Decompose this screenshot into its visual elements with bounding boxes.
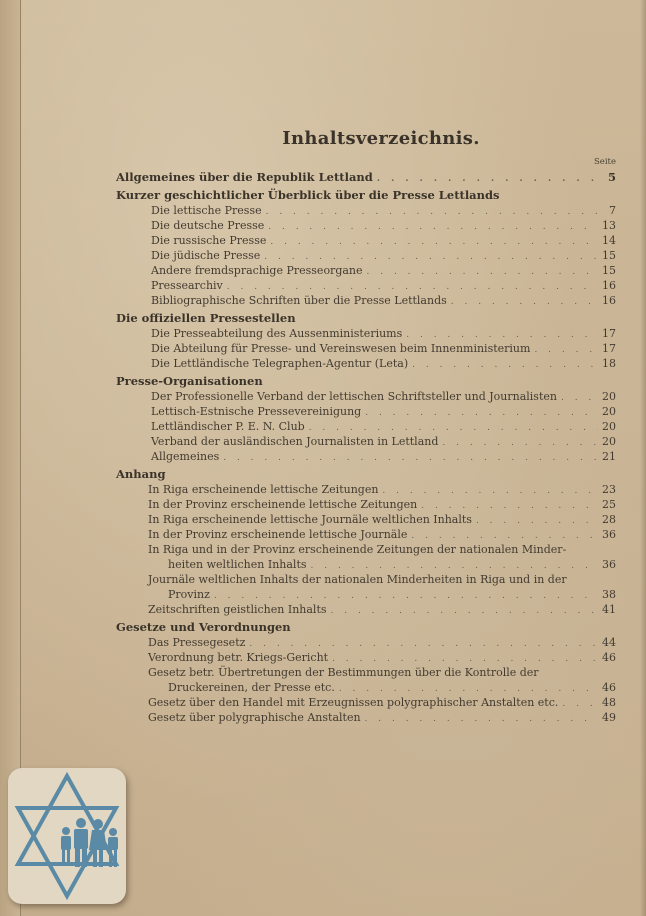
page-number: 16 (602, 279, 616, 292)
star-of-david-family-icon (8, 768, 126, 904)
entry-label: Pressearchiv (151, 279, 223, 292)
entry-label: Der Professionelle Verband der lettischen Schriftsteller und Journalisten (151, 390, 557, 403)
page-number: 21 (602, 450, 616, 463)
entry-label: Gesetz über den Handel mit Erzeugnissen polygraphischer Anstalten etc. (148, 696, 559, 709)
toc-entry (116, 341, 616, 356)
section-heading-label: Allgemeines über die Republik Lettland (116, 170, 373, 184)
page-number: 44 (602, 636, 616, 649)
page-column-header: Seite (593, 157, 616, 167)
dot-leader (223, 451, 598, 466)
dot-leader (367, 265, 598, 280)
page-number: 20 (602, 435, 616, 448)
entry-label: Lettisch-Estnische Pressevereinigung (151, 405, 362, 418)
entry-label: Gesetz über polygraphische Anstalten (148, 711, 361, 724)
toc-entry (116, 404, 616, 419)
entry-label: In der Provinz erscheinende lettische Zeitungen (148, 498, 418, 511)
page-number: 20 (602, 390, 616, 403)
dot-leader (412, 358, 598, 373)
toc-section (116, 620, 616, 725)
page-number: 17 (602, 342, 616, 355)
page-number: 18 (602, 357, 616, 370)
entry-label-continuation: heiten weltlichen Inhalts (168, 558, 307, 571)
dot-leader (365, 712, 598, 727)
dot-leader (442, 436, 598, 451)
entry-label: Die russische Presse (151, 234, 267, 247)
entry-label: Bibliographische Schriften über die Presse Lettlands (151, 294, 447, 307)
toc-entry (116, 434, 616, 449)
section-heading (116, 188, 616, 203)
toc-entry (116, 542, 616, 557)
page-number: 25 (602, 498, 616, 511)
page-number: 7 (609, 204, 616, 217)
dot-leader (561, 391, 598, 406)
section-heading (116, 311, 616, 326)
toc-entry (116, 326, 616, 341)
entry-label: Allgemeines (151, 450, 220, 463)
page-number: 14 (602, 234, 616, 247)
page-number: 15 (602, 249, 616, 262)
page-right-edge (640, 0, 646, 916)
toc-entry (116, 482, 616, 497)
entry-label: Das Pressegesetz (148, 636, 246, 649)
toc-entry (116, 695, 616, 710)
toc-entry (116, 635, 616, 650)
entry-label: In Riga und in der Provinz erscheinende Zeitungen der nationalen Minder- (148, 543, 567, 556)
entry-label: In der Provinz erscheinende lettische Journäle (148, 528, 408, 541)
toc-entry-continuation (116, 557, 616, 572)
toc-entry (116, 263, 616, 278)
entry-label: Verordnung betr. Kriegs-Gericht (148, 651, 329, 664)
toc-entry (116, 356, 616, 371)
page-number: 5 (607, 170, 616, 184)
toc-entry (116, 293, 616, 308)
toc-entry (116, 389, 616, 404)
page-number: 38 (602, 588, 616, 601)
page-number: 17 (602, 327, 616, 340)
toc-entry (116, 650, 616, 665)
toc-entry (116, 449, 616, 464)
dot-leader (266, 205, 598, 220)
section-heading-label: Gesetze und Verordnungen (116, 620, 291, 634)
dot-leader (534, 343, 598, 358)
page-number: 16 (602, 294, 616, 307)
entry-label: Journäle weltlichen Inhalts der nationalen Minderheiten in Riga und in der (148, 573, 567, 586)
entry-label: Gesetz betr. Übertretungen der Bestimmungen über die Kontrolle der (148, 666, 539, 679)
section-heading (116, 170, 616, 185)
entry-label: Die Presseabteilung des Aussenministeriums (151, 327, 403, 340)
page-number: 23 (602, 483, 616, 496)
section-heading-label: Presse-Organisationen (116, 374, 263, 388)
toc-entry (116, 233, 616, 248)
entry-label: Die lettische Presse (151, 204, 262, 217)
toc-entry (116, 248, 616, 263)
toc-entry (116, 602, 616, 617)
dot-leader (451, 295, 598, 310)
page-number: 20 (602, 405, 616, 418)
entry-label-continuation: Druckereinen, der Presse etc. (168, 681, 335, 694)
page-number: 49 (602, 711, 616, 724)
section-heading (116, 620, 616, 635)
section-heading-label: Anhang (116, 467, 166, 481)
toc-entry (116, 497, 616, 512)
toc-entry (116, 665, 616, 680)
entry-label: In Riga erscheinende lettische Zeitungen (148, 483, 379, 496)
toc-entry (116, 572, 616, 587)
watermark-logo (8, 768, 126, 904)
page-number: 41 (602, 603, 616, 616)
toc-section (116, 467, 616, 617)
dot-leader (377, 172, 598, 187)
dot-leader (562, 697, 598, 712)
entry-label: Die Abteilung für Presse- und Vereinswesen beim Innenministerium (151, 342, 531, 355)
toc-entry-continuation (116, 680, 616, 695)
toc-entry (116, 527, 616, 542)
dot-leader (365, 406, 598, 421)
toc-section (116, 311, 616, 371)
toc-entry (116, 278, 616, 293)
toc-body (116, 170, 616, 725)
dot-leader (331, 604, 598, 619)
dot-leader (270, 235, 598, 250)
entry-label: Verband der ausländischen Journalisten in Lettland (151, 435, 439, 448)
dot-leader (268, 220, 598, 235)
toc-entry (116, 512, 616, 527)
entry-label: Lettländischer P. E. N. Club (151, 420, 305, 433)
page-number: 46 (602, 681, 616, 694)
page-number: 36 (602, 528, 616, 541)
section-heading-label: Die offiziellen Pressestellen (116, 311, 296, 325)
toc-section (116, 188, 616, 308)
toc-entry (116, 203, 616, 218)
page-number: 46 (602, 651, 616, 664)
page-number: 15 (602, 264, 616, 277)
section-heading (116, 374, 616, 389)
toc-title: Inhaltsverzeichnis. (282, 128, 480, 149)
entry-label: Andere fremdsprachige Presseorgane (151, 264, 363, 277)
toc-section (116, 374, 616, 464)
page-number: 48 (602, 696, 616, 709)
toc-section (116, 170, 616, 185)
table-of-contents (116, 128, 616, 725)
section-heading-label: Kurzer geschichtlicher Überblick über die Presse Lettlands (116, 188, 500, 202)
toc-entry (116, 419, 616, 434)
entry-label: Die Lettländische Telegraphen-Agentur (Leta) (151, 357, 409, 370)
toc-entry (116, 218, 616, 233)
entry-label: In Riga erscheinende lettische Journäle weltlichen Inhalts (148, 513, 472, 526)
page-number: 20 (602, 420, 616, 433)
entry-label: Die jüdische Presse (151, 249, 261, 262)
entry-label-continuation: Provinz (168, 588, 210, 601)
page-number: 13 (602, 219, 616, 232)
dot-leader (476, 514, 598, 529)
entry-label: Die deutsche Presse (151, 219, 265, 232)
page-number: 36 (602, 558, 616, 571)
toc-entry-continuation (116, 587, 616, 602)
entry-label: Zeitschriften geistlichen Inhalts (148, 603, 327, 616)
toc-entry (116, 710, 616, 725)
page-number: 28 (602, 513, 616, 526)
section-heading (116, 467, 616, 482)
